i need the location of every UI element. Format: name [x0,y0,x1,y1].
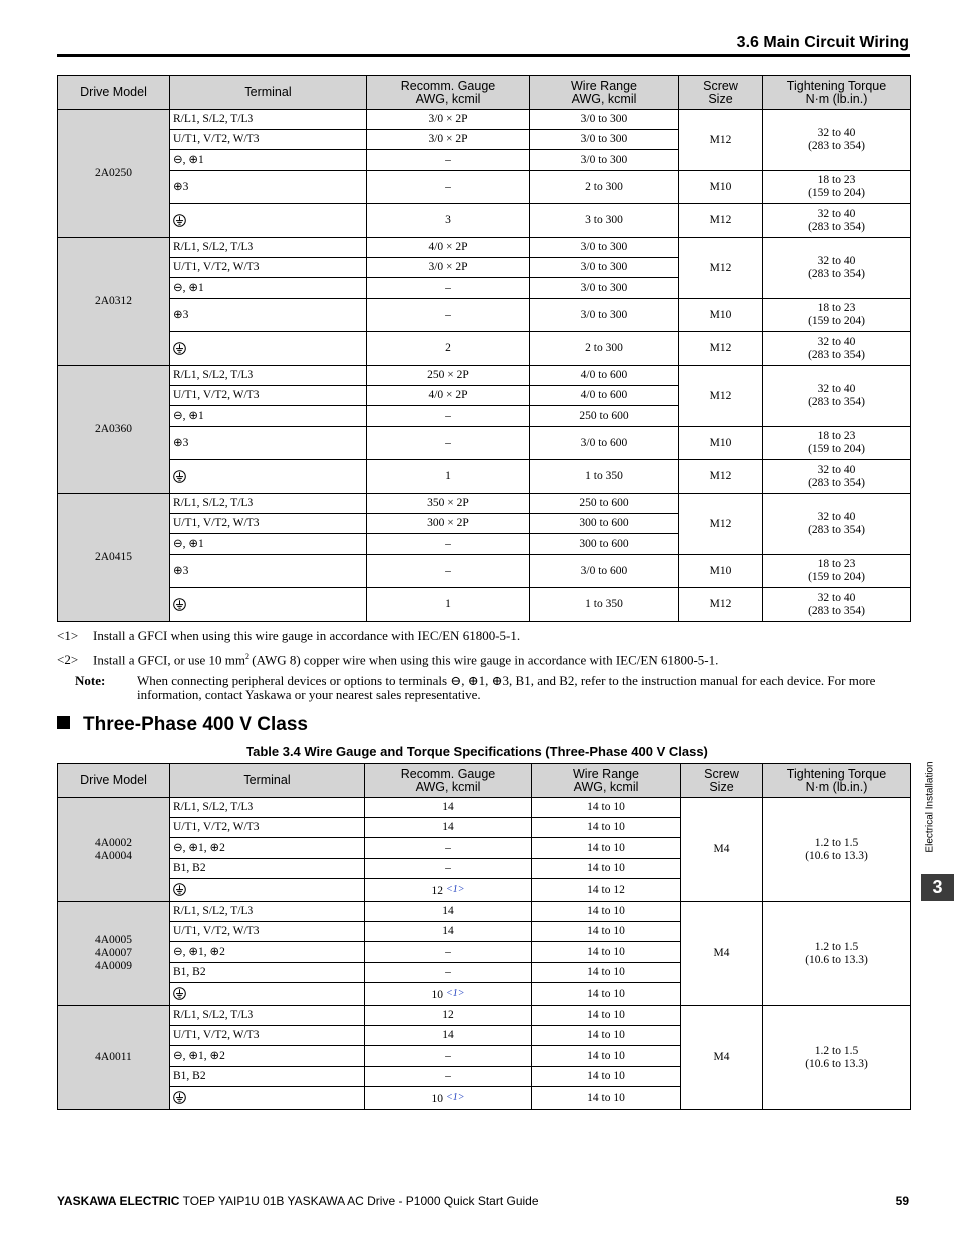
torque-cell [763,555,911,588]
torque-value: 1.2 to 1.5 [814,940,859,953]
torque-value: (159 to 204) [808,571,865,583]
wire-range-cell: 14 to 10 [532,922,681,942]
recomm-gauge-cell: 14 [365,1026,532,1046]
terminal-cell: B1, B2 [170,859,365,879]
wire-range-cell: 2 to 300 [530,332,679,366]
recomm-gauge-cell: – [365,1046,532,1067]
wire-range-cell: 14 to 10 [532,983,681,1006]
terminal-cell [170,879,365,902]
recomm-gauge-cell: – [367,555,530,588]
terminal-cell: ⊖, ⊕1 [170,278,367,299]
torque-value: 1.2 to 1.5 [814,1044,859,1057]
torque-value: (10.6 to 13.3) [805,1057,868,1070]
recomm-gauge-cell: 10 <1> [365,983,532,1006]
heading-bullet-icon [57,716,70,729]
screw-size-cell: M4 [681,1006,763,1110]
wire-range-cell: 3/0 to 300 [530,150,679,171]
side-chapter-label [920,752,940,862]
table-row [58,460,911,494]
torque-value: (10.6 to 13.3) [805,953,868,966]
screw-size-cell: M12 [679,588,763,622]
drive-model-name: 2A0312 [94,295,133,307]
table-row [58,1006,911,1026]
screw-size-cell: M10 [679,555,763,588]
torque-cell [763,110,911,171]
wire-range-cell: 14 to 10 [532,838,681,859]
table-row [58,238,911,258]
recomm-gauge-cell: – [365,1067,532,1087]
drive-model-cell [58,902,170,1006]
wire-range-cell: 14 to 10 [532,1087,681,1110]
wire-range-cell: 14 to 10 [532,859,681,879]
table-row [58,494,911,514]
protective-earth-icon [173,987,186,1000]
drive-model-cell [58,494,170,622]
recomm-gauge-cell: 3/0 × 2P [367,110,530,130]
col-header-terminal: Terminal [170,76,367,110]
col-header-wire-range: Wire Range AWG, kcmil [530,76,679,110]
torque-value: 32 to 40 [817,463,856,476]
recomm-gauge-cell: 4/0 × 2P [367,386,530,406]
col-header-tightening-torque: Tightening Torque N·m (lb.in.) [763,76,911,110]
recomm-gauge-cell: 3 [367,204,530,238]
recomm-gauge-cell: – [365,942,532,963]
wire-gauge-table-200v [57,75,911,622]
recomm-gauge-cell: – [367,406,530,427]
torque-cell [763,588,911,622]
terminal-cell: U/T1, V/T2, W/T3 [170,386,367,406]
note-text: When connecting peripheral devices or options to terminals ⊖, ⊕1, ⊕3, B1, and B2, refer to the instruction manual for each device. For more information, contact Yaskawa or your nearest sales representative. [137,673,876,702]
wire-range-cell: 300 to 600 [530,514,679,534]
header-rule [57,54,910,57]
screw-size-cell: M10 [679,299,763,332]
note-label: Note: [75,673,106,688]
recomm-gauge-cell: 12 [365,1006,532,1026]
table-row [58,798,911,818]
wire-range-cell: 250 to 600 [530,494,679,514]
terminal-cell [170,460,367,494]
terminal-cell: ⊖, ⊕1 [170,534,367,555]
screw-size-cell: M12 [679,204,763,238]
protective-earth-icon [173,883,186,896]
terminal-cell [170,588,367,622]
section-heading-text: Three-Phase 400 V Class [83,714,308,735]
wire-range-cell: 3/0 to 300 [530,258,679,278]
wire-range-cell: 14 to 10 [532,902,681,922]
protective-earth-icon [173,214,186,227]
torque-value: 18 to 23 [817,174,856,186]
torque-value: (283 to 354) [808,140,865,152]
torque-value: 32 to 40 [817,591,856,604]
torque-value: (159 to 204) [808,443,865,455]
torque-cell [763,332,911,366]
torque-cell [763,798,911,902]
torque-cell [763,1006,911,1110]
drive-model-name: 4A0005 [94,934,133,946]
recomm-gauge-cell: 3/0 × 2P [367,258,530,278]
terminal-cell: ⊕3 [170,555,367,588]
drive-model-name: 4A0007 [94,947,133,959]
section-heading [57,714,308,736]
drive-model-name: 2A0415 [94,551,133,563]
wire-range-cell: 4/0 to 600 [530,366,679,386]
footnote-ref-link[interactable]: <1> [446,987,465,999]
col-header-tightening-torque: Tightening Torque N·m (lb.in.) [763,764,911,798]
col-header-recomm-gauge: Recomm. Gauge AWG, kcmil [365,764,532,798]
terminal-cell: B1, B2 [170,963,365,983]
table-row [58,299,911,332]
torque-value: 18 to 23 [817,302,856,314]
recomm-gauge-cell: 250 × 2P [367,366,530,386]
torque-value: 18 to 23 [817,430,856,442]
protective-earth-icon [173,342,186,355]
col-header-drive-model: Drive Model [58,764,170,798]
wire-range-cell: 4/0 to 600 [530,386,679,406]
wire-range-cell: 14 to 10 [532,1026,681,1046]
terminal-cell: U/T1, V/T2, W/T3 [170,514,367,534]
footnote-text: Install a GFCI, or use 10 mm [93,652,246,668]
wire-range-cell: 300 to 600 [530,534,679,555]
recomm-gauge-cell: – [367,171,530,204]
drive-model-name: 2A0250 [94,167,133,179]
table-row [58,110,911,130]
torque-value: (159 to 204) [808,187,865,199]
torque-value: (283 to 354) [808,524,865,536]
table-row [58,332,911,366]
wire-range-cell: 14 to 10 [532,942,681,963]
drive-model-cell [58,238,170,366]
footnote-tag: <1> [57,628,79,643]
terminal-cell: U/T1, V/T2, W/T3 [170,258,367,278]
footnote-1 [57,628,520,643]
torque-value: 32 to 40 [817,383,856,395]
wire-range-cell: 14 to 10 [532,1067,681,1087]
screw-size-cell: M4 [681,902,763,1006]
note-block [75,674,905,702]
terminal-cell [170,983,365,1006]
col-header-recomm-gauge: Recomm. Gauge AWG, kcmil [367,76,530,110]
drive-model-name: 4A0002 [94,836,133,849]
footer-doc-title: TOEP YAIP1U 01B YASKAWA AC Drive - P1000 Quick Start Guide [179,1194,539,1208]
torque-value: (283 to 354) [808,604,865,617]
recomm-gauge-cell: 14 [365,818,532,838]
wire-range-cell: 14 to 10 [532,1046,681,1067]
drive-model-cell [58,798,170,902]
torque-value: 32 to 40 [817,335,856,348]
terminal-cell: R/L1, S/L2, T/L3 [170,494,367,514]
footnote-text: Install a GFCI when using this wire gauge in accordance with IEC/EN 61800-5-1. [93,628,521,643]
col-header-terminal: Terminal [170,764,365,798]
terminal-cell: ⊕3 [170,299,367,332]
recomm-gauge-cell: 14 [365,798,532,818]
torque-value: 32 to 40 [817,207,856,220]
terminal-cell: ⊖, ⊕1, ⊕2 [170,942,365,963]
wire-range-cell: 3/0 to 600 [530,427,679,460]
col-header-screw-size: Screw Size [679,76,763,110]
recomm-gauge-cell: 3/0 × 2P [367,130,530,150]
protective-earth-icon [173,470,186,483]
screw-size-cell: M10 [679,427,763,460]
wire-range-cell: 14 to 10 [532,818,681,838]
wire-range-cell: 3/0 to 300 [530,110,679,130]
torque-cell [763,494,911,555]
torque-value: 32 to 40 [817,255,856,267]
section-header-title: 3.6 Main Circuit Wiring [736,34,909,51]
table-row [58,427,911,460]
torque-cell [763,460,911,494]
terminal-cell [170,332,367,366]
terminal-cell [170,1087,365,1110]
wire-range-cell: 250 to 600 [530,406,679,427]
recomm-gauge-cell: 2 [367,332,530,366]
table-row [58,588,911,622]
footer-brand: YASKAWA ELECTRIC [57,1194,180,1208]
recomm-gauge-cell: 300 × 2P [367,514,530,534]
torque-value: (283 to 354) [808,476,865,489]
torque-value: 18 to 23 [817,558,856,570]
terminal-cell: R/L1, S/L2, T/L3 [170,798,365,818]
torque-value: (283 to 354) [808,268,865,280]
wire-range-cell: 3/0 to 300 [530,299,679,332]
torque-value: 1.2 to 1.5 [814,836,859,849]
recomm-gauge-cell: 12 <1> [365,879,532,902]
table-row [58,366,911,386]
terminal-cell: ⊕3 [170,427,367,460]
table-row [58,171,911,204]
terminal-cell: ⊖, ⊕1 [170,406,367,427]
table-row [58,902,911,922]
col-header-drive-model: Drive Model [58,76,170,110]
torque-value: (283 to 354) [808,348,865,361]
recomm-gauge-cell: 1 [367,460,530,494]
wire-range-cell: 3/0 to 300 [530,278,679,299]
torque-value: (10.6 to 13.3) [805,849,868,862]
terminal-cell: B1, B2 [170,1067,365,1087]
terminal-cell: R/L1, S/L2, T/L3 [170,1006,365,1026]
torque-value: (283 to 354) [808,220,865,233]
footnote-tag: <2> [57,652,79,668]
wire-range-cell: 1 to 350 [530,460,679,494]
side-chapter-label-text: Electrical Installation [924,761,936,853]
footnote-ref-link[interactable]: <1> [446,883,465,895]
terminal-cell: U/T1, V/T2, W/T3 [170,130,367,150]
torque-value: (283 to 354) [808,396,865,408]
screw-size-cell: M12 [679,366,763,427]
torque-cell [763,366,911,427]
terminal-cell: ⊖, ⊕1, ⊕2 [170,838,365,859]
wire-range-cell: 14 to 10 [532,963,681,983]
screw-size-cell: M12 [679,494,763,555]
footnote-superscript: 2 [245,652,250,661]
drive-model-cell [58,1006,170,1110]
page-number: 59 [895,1194,909,1208]
torque-cell [763,238,911,299]
drive-model-name: 4A0011 [95,1051,132,1063]
terminal-cell: R/L1, S/L2, T/L3 [170,238,367,258]
protective-earth-icon [173,598,186,611]
footer-document-info [57,1194,539,1208]
terminal-cell: ⊖, ⊕1 [170,150,367,171]
table-caption: Table 3.4 Wire Gauge and Torque Specifications (Three-Phase 400 V Class) [246,744,708,759]
torque-cell [763,902,911,1006]
torque-cell [763,427,911,460]
recomm-gauge-cell: – [365,859,532,879]
wire-range-cell: 3/0 to 600 [530,555,679,588]
wire-range-cell: 3/0 to 300 [530,130,679,150]
recomm-gauge-cell: 14 [365,902,532,922]
terminal-cell [170,204,367,238]
drive-model-cell [58,366,170,494]
screw-size-cell: M10 [679,171,763,204]
recomm-gauge-cell: 1 [367,588,530,622]
recomm-gauge-cell: 350 × 2P [367,494,530,514]
wire-range-cell: 14 to 10 [532,1006,681,1026]
recomm-gauge-cell: – [367,534,530,555]
recomm-gauge-cell: 14 [365,922,532,942]
recomm-gauge-cell: – [367,150,530,171]
screw-size-cell: M12 [679,110,763,171]
footnote-ref-link[interactable]: <1> [446,1091,465,1103]
torque-value: 32 to 40 [817,127,856,139]
screw-size-cell: M4 [681,798,763,902]
wire-range-cell: 3/0 to 300 [530,238,679,258]
drive-model-name: 2A0360 [94,423,133,435]
torque-cell [763,171,911,204]
wire-range-cell: 3 to 300 [530,204,679,238]
screw-size-cell: M12 [679,238,763,299]
chapter-number-tab: 3 [921,874,954,901]
recomm-gauge-cell: – [367,427,530,460]
terminal-cell: ⊖, ⊕1, ⊕2 [170,1046,365,1067]
table-row [58,204,911,238]
recomm-gauge-cell: – [367,299,530,332]
table-row [58,555,911,588]
drive-model-cell [58,110,170,238]
drive-model-name: 4A0004 [94,849,133,862]
footnote-text-continued: (AWG 8) copper wire when using this wire gauge in accordance with IEC/EN 61800-5-1. [249,652,719,668]
torque-cell [763,299,911,332]
recomm-gauge-cell: – [365,838,532,859]
torque-cell [763,204,911,238]
wire-range-cell: 1 to 350 [530,588,679,622]
terminal-cell: R/L1, S/L2, T/L3 [170,366,367,386]
recomm-gauge-cell: – [367,278,530,299]
footnote-2 [57,649,718,667]
recomm-gauge-cell: 4/0 × 2P [367,238,530,258]
wire-range-cell: 14 to 10 [532,798,681,818]
protective-earth-icon [173,1091,186,1104]
terminal-cell: R/L1, S/L2, T/L3 [170,110,367,130]
screw-size-cell: M12 [679,332,763,366]
terminal-cell: ⊕3 [170,171,367,204]
wire-gauge-table-400v [57,763,911,1110]
col-header-wire-range: Wire Range AWG, kcmil [532,764,681,798]
recomm-gauge-cell: 10 <1> [365,1087,532,1110]
drive-model-name: 4A0009 [94,960,133,972]
terminal-cell: U/T1, V/T2, W/T3 [170,922,365,942]
terminal-cell: U/T1, V/T2, W/T3 [170,1026,365,1046]
torque-value: (159 to 204) [808,315,865,327]
torque-value: 32 to 40 [817,511,856,523]
screw-size-cell: M12 [679,460,763,494]
recomm-gauge-cell: – [365,963,532,983]
wire-range-cell: 14 to 12 [532,879,681,902]
terminal-cell: R/L1, S/L2, T/L3 [170,902,365,922]
wire-range-cell: 2 to 300 [530,171,679,204]
col-header-screw-size: Screw Size [681,764,763,798]
terminal-cell: U/T1, V/T2, W/T3 [170,818,365,838]
